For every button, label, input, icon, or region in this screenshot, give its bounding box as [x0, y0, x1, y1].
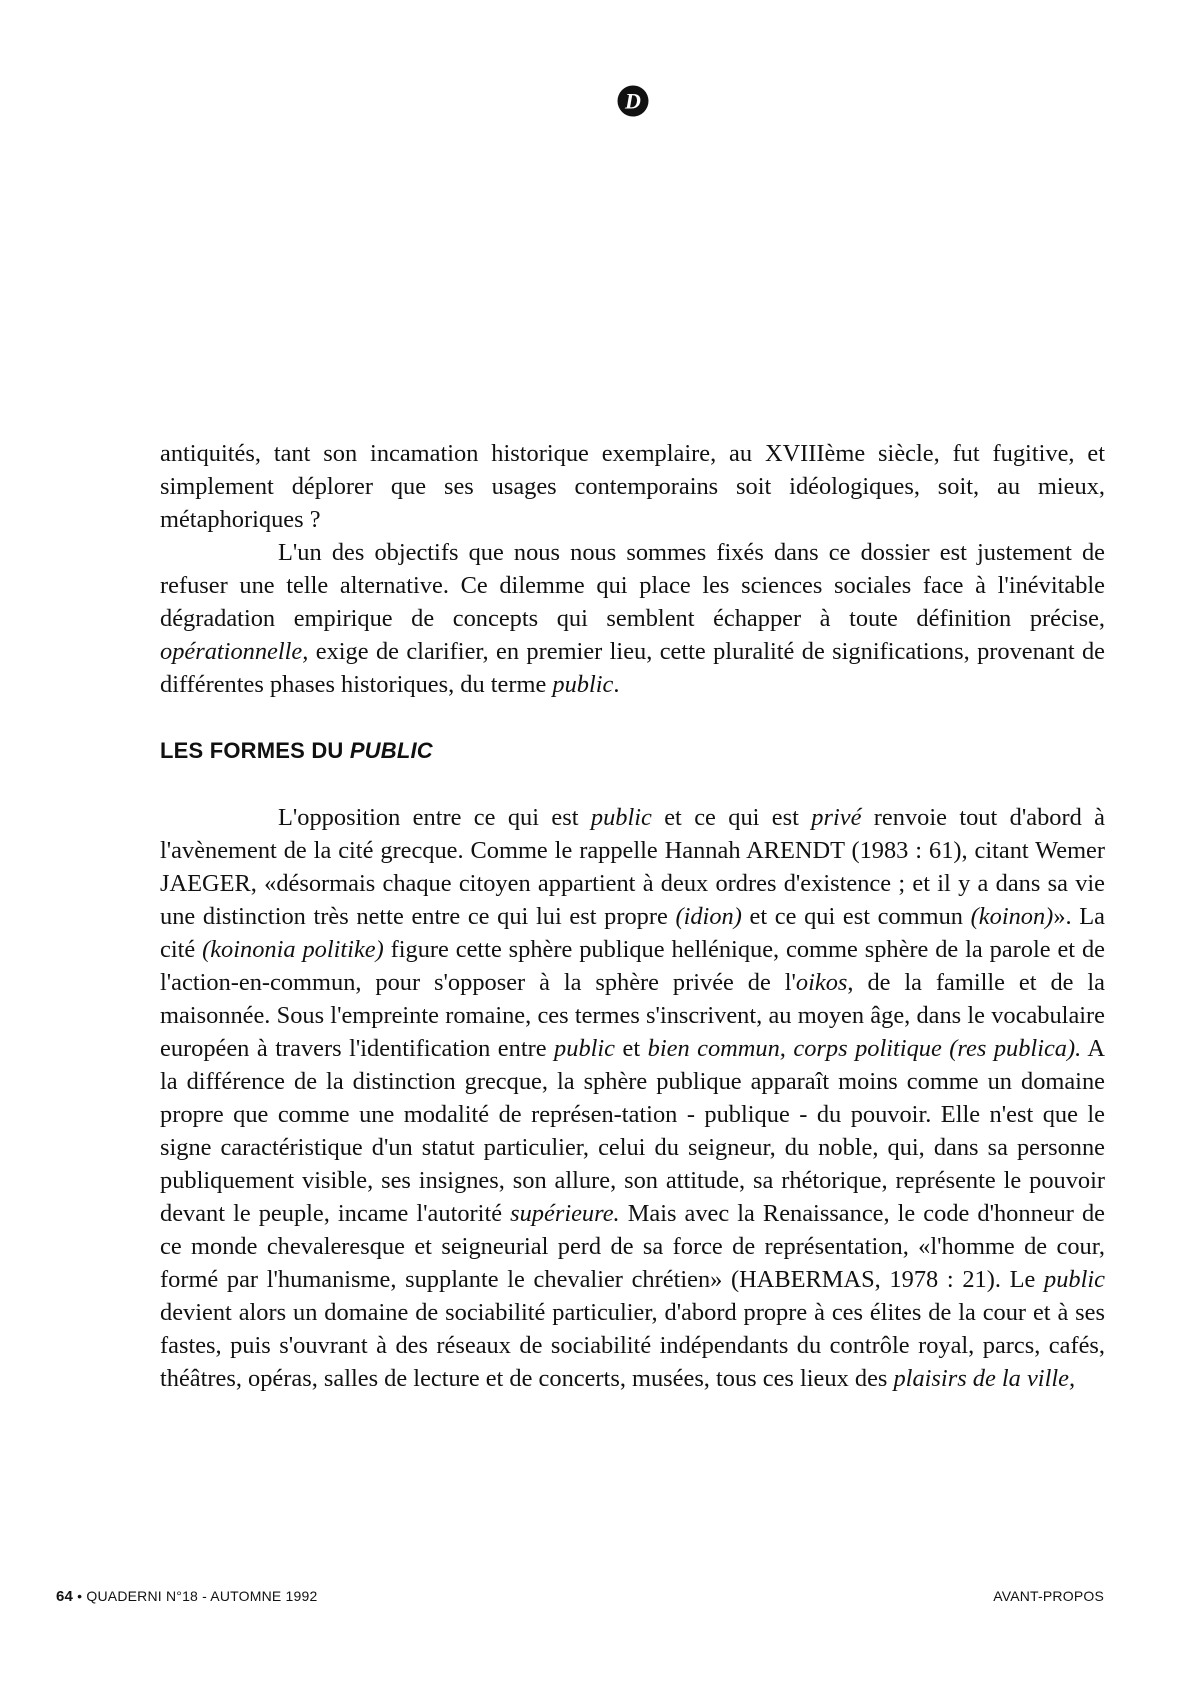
paragraph-text: exige de clarifier, en premier lieu, cette pluralité de significations, provenant de différentes phases historiques, du terme: [160, 638, 1105, 698]
journal-logo-icon: [616, 84, 650, 118]
paragraph-text: figure cette sphère publique hellénique, comme sphère de la parole et de l'action-en-commun, pour s'opposer à la sphère privée de l': [160, 936, 1105, 996]
paragraph-text: et ce qui est: [651, 804, 812, 831]
heading-italic-text: PUBLIC: [349, 738, 433, 763]
paragraph-text: ». La cité: [160, 903, 1105, 963]
italic-term: privé: [811, 804, 862, 831]
footer-journal-info: [56, 1588, 318, 1605]
italic-term: opérationnelle,: [160, 638, 309, 665]
italic-term: public: [552, 671, 614, 698]
paragraph-text: antiquités, tant son incamation historique exemplaire, au XVIIIème siècle, fut fugitive, et simplement déplorer que ses usages contemporains soit idéologiques, soit, au mieux, métaphoriques ?: [160, 440, 1105, 533]
italic-term: oikos: [795, 969, 848, 996]
italic-term: plaisirs de la ville,: [893, 1365, 1076, 1392]
italic-term: (koinon): [970, 903, 1054, 930]
paragraph-text: , de la famille et de la maisonnée. Sous l'empreinte romaine, ces termes s'inscrivent, au moyen âge, dans le vocabulaire européen à travers l'identification entre: [160, 969, 1105, 1062]
section-heading: [160, 737, 1105, 765]
paragraph-text: Mais avec la Renaissance, le code d'honneur de ce monde chevaleresque et seigneurial perd de sa force de représentation, «l'homme de cour, formé par l'humanisme, supplante le chevalier chrétien» (HABERMAS, 1978 : 21). Le: [160, 1200, 1105, 1293]
paragraph-text: L'opposition entre ce qui est: [278, 804, 591, 831]
italic-term: public: [590, 804, 652, 831]
footer-separator: •: [73, 1588, 87, 1604]
page-number: 64: [56, 1588, 74, 1605]
italic-term: bien commun, corps politique (res publica).: [647, 1035, 1082, 1062]
footer-section-name: AVANT-PROPOS: [993, 1588, 1104, 1604]
paragraph-continued: [160, 437, 1105, 536]
paragraph-text: L'un des objectifs que nous nous sommes fixés dans ce dossier est justement de refuser une telle alternative. Ce dilemme qui place les sciences sociales face à l'inévitable dégradation empirique de concepts qui semblent échapper à toute définition précise,: [160, 539, 1105, 632]
paragraph-objectives: [160, 536, 1105, 701]
journal-issue: QUADERNI N°18 - AUTOMNE 1992: [86, 1588, 318, 1604]
paragraph-text: devient alors un domaine de sociabilité particulier, d'abord propre à ces élites de la cour et à ses fastes, puis s'ouvrant à des réseaux de sociabilité indépendants du contrôle royal, parcs, cafés, théâtres, opéras, salles de lecture et de concerts, musées, tous ces lieux des: [160, 1299, 1105, 1392]
logo-letter: D: [625, 88, 641, 114]
paragraph-text: et ce qui est commun: [741, 903, 971, 930]
paragraph-text: renvoie tout d'abord à l'avènement de la cité grecque. Comme le rappelle Hannah ARENDT (1983 : 61), citant Wemer JAEGER, «désormais chaque citoyen appartient à deux ordres d'existence ; et il y a dans sa vie une distinction très nette entre ce qui lui est propre: [160, 804, 1105, 930]
heading-text: LES FORMES DU: [160, 738, 350, 763]
paragraph-text: et: [615, 1035, 648, 1062]
italic-term: (idion): [675, 903, 742, 930]
paragraph-opposition: [160, 801, 1105, 1395]
italic-term: supérieure.: [510, 1200, 620, 1227]
italic-term: (koinonia politike): [202, 936, 384, 963]
italic-term: public: [554, 1035, 616, 1062]
paragraph-text: A la différence de la distinction grecque, la sphère publique apparaît moins comme un domaine propre que comme une modalité de représen-tation - publique - du pouvoir. Elle n'est que le signe caractéristique d'un statut particulier, celui du seigneur, du noble, qui, dans sa personne publiquement visible, ses insignes, son allure, son attitude, sa rhétorique, représente le pouvoir devant le peuple, incame l'autorité: [160, 1035, 1105, 1227]
paragraph-text: .: [613, 671, 620, 698]
article-body: [160, 437, 1105, 1395]
italic-term: public: [1044, 1266, 1105, 1293]
